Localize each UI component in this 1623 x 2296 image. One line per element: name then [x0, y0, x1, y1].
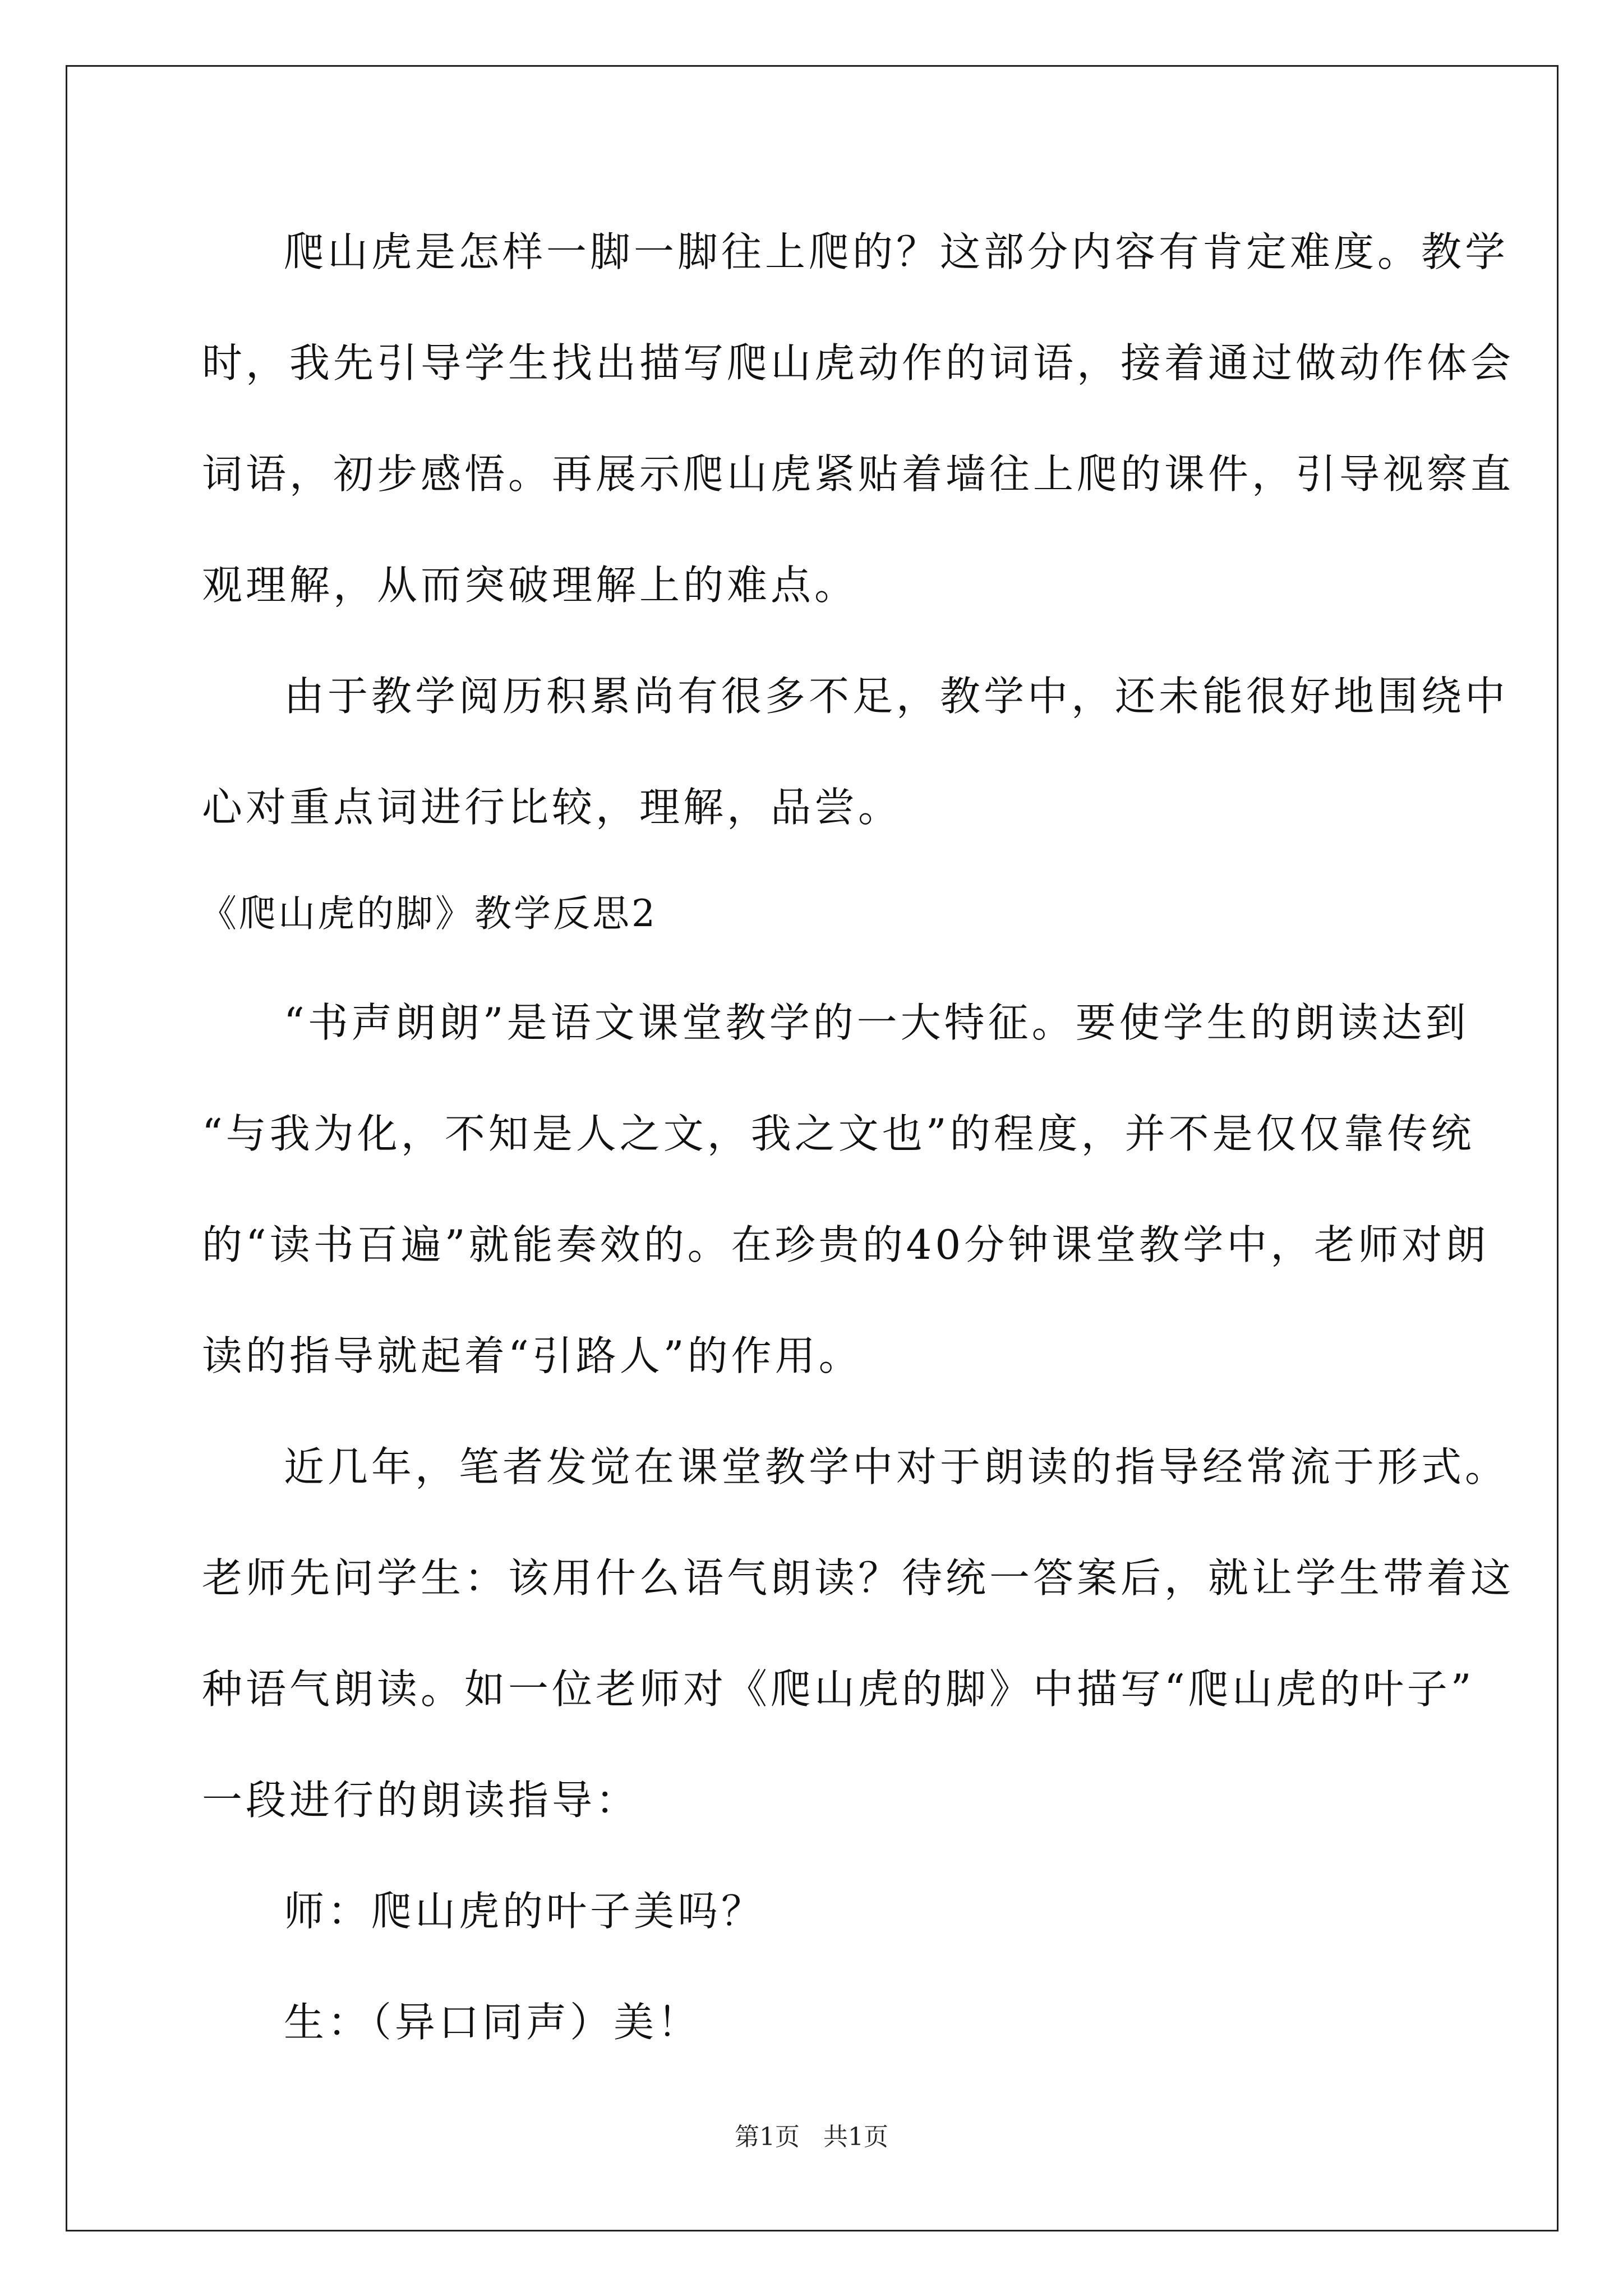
page-number: 第1页 — [735, 2123, 800, 2151]
paragraph-1-line-3: 词语，初步感悟。再展示爬山虎紧贴着墙往上爬的课件，引导视察直 — [202, 450, 1515, 498]
page-total: 共1页 — [823, 2123, 888, 2151]
paragraph-3-line-1: “书声朗朗”是语文课堂教学的一大特征。要使学生的朗读达到 — [284, 999, 1469, 1046]
section-heading: 《爬山虎的脚》教学反思2 — [200, 892, 657, 935]
dialogue-student: 生：（异口同声）美！ — [284, 1999, 702, 2046]
paragraph-4-line-1: 近几年，笔者发觉在课堂教学中对于朗读的指导经常流于形式。 — [284, 1443, 1509, 1490]
paragraph-3-line-2: “与我为化，不知是人之文，我之文也”的程度，并不是仅仅靠传统 — [202, 1110, 1475, 1157]
page-footer — [0, 2120, 1623, 2154]
paragraph-4-line-4: 一段进行的朗读指导： — [202, 1777, 640, 1824]
paragraph-1-line-4: 观理解，从而突破理解上的难点。 — [202, 562, 859, 609]
paragraph-4-line-3: 种语气朗读。如一位老师对《爬山虎的脚》中描写“爬山虎的叶子” — [202, 1665, 1475, 1713]
paragraph-2-line-1: 由于教学阅历积累尚有很多不足，教学中，还未能很好地围绕中 — [284, 673, 1509, 720]
paragraph-3-line-4: 读的指导就起着“引路人”的作用。 — [202, 1332, 863, 1379]
paragraph-3-line-3: 的“读书百遍”就能奏效的。在珍贵的40分钟课堂教学中，老师对朗 — [202, 1221, 1490, 1268]
dialogue-teacher: 师：爬山虎的叶子美吗？ — [284, 1888, 766, 1935]
paragraph-1-line-1: 爬山虎是怎样一脚一脚往上爬的？这部分内容有肯定难度。教学 — [284, 228, 1509, 275]
footer-spacer — [800, 2123, 823, 2151]
paragraph-1-line-2: 时，我先引导学生找出描写爬山虎动作的词语，接着通过做动作体会 — [202, 339, 1515, 386]
paragraph-4-line-2: 老师先问学生：该用什么语气朗读？待统一答案后，就让学生带着这 — [202, 1554, 1515, 1602]
paragraph-2-line-2: 心对重点词进行比较，理解，品尝。 — [202, 784, 902, 831]
